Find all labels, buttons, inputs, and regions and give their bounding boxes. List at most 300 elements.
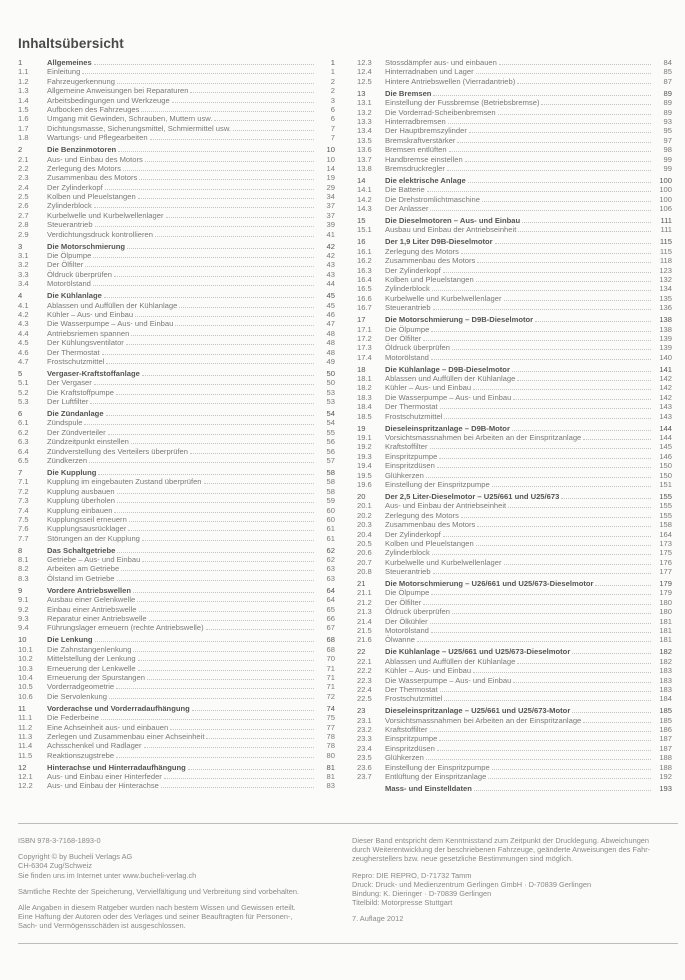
entry-page: 19 <box>326 173 335 183</box>
entry-number: 19.3 <box>357 451 372 461</box>
entry-page: 56 <box>326 446 335 456</box>
toc-section <box>18 242 335 289</box>
toc-entry <box>18 164 335 173</box>
entry-page: 136 <box>659 303 672 313</box>
entry-page: 138 <box>659 315 672 325</box>
entry-title: Der Hauptbremszylinder <box>385 126 467 136</box>
dot-leader <box>430 617 651 624</box>
toc-chapter <box>357 237 672 246</box>
entry-title: Frostschutzmittel <box>385 411 443 421</box>
dot-leader <box>144 741 314 748</box>
entry-page: 42 <box>326 251 335 260</box>
entry-page: 177 <box>659 567 672 577</box>
page-title: Inhaltsübersicht <box>18 36 124 51</box>
toc-entry <box>357 136 672 145</box>
toc-entry <box>357 772 672 781</box>
dot-leader <box>430 725 652 732</box>
entry-title: Kupplungsseil erneuern <box>47 514 127 524</box>
toc-entry <box>18 751 335 760</box>
toc-section <box>357 492 672 577</box>
dot-leader <box>142 369 314 376</box>
entry-number: 10.6 <box>18 691 33 701</box>
toc-chapter <box>18 635 335 644</box>
entry-number: 5.1 <box>18 378 29 388</box>
entry-title: Allgemeine Anweisungen bei Reparaturen <box>47 86 189 96</box>
dot-leader <box>98 468 314 475</box>
entry-number: 4.1 <box>18 300 29 310</box>
toc-entry <box>357 753 672 762</box>
entry-number: 23.7 <box>357 772 372 782</box>
entry-title: Motorölstand <box>385 626 429 635</box>
entry-title: Arbeitsbedingungen und Werkzeuge <box>47 95 170 105</box>
entry-title: Der Ölfilter <box>47 260 84 270</box>
imprint-right <box>352 836 650 931</box>
dot-leader <box>498 108 651 115</box>
entry-page: 71 <box>326 663 335 673</box>
toc-entry <box>357 461 672 470</box>
entry-page: 151 <box>659 479 672 489</box>
dot-leader <box>131 329 314 336</box>
entry-page: 43 <box>326 260 335 270</box>
entry-page: 53 <box>326 387 335 397</box>
toc-entry <box>357 284 672 293</box>
entry-page: 80 <box>326 750 335 760</box>
dot-leader <box>155 230 314 237</box>
entry-title: Zerlegung des Motors <box>385 246 459 256</box>
entry-page: 78 <box>326 741 335 751</box>
dot-leader <box>206 732 314 739</box>
entry-number: 17.2 <box>357 333 372 343</box>
toc-entry <box>18 713 335 722</box>
entry-title: Der Ölkühler <box>385 616 428 626</box>
toc-entry <box>357 275 672 284</box>
entry-number: 2 <box>18 145 23 155</box>
toc-entry <box>357 77 672 86</box>
toc-section <box>18 704 335 760</box>
dot-leader <box>430 442 652 449</box>
entry-title: Vergaser-Kraftstoffanlage <box>47 368 140 378</box>
entry-page: 181 <box>659 626 672 635</box>
entry-title: Dieseleinspritzanlage – D9B-Motor <box>385 423 510 433</box>
toc-entry <box>18 564 335 573</box>
dot-leader <box>116 751 314 758</box>
toc-entry <box>357 155 672 164</box>
entry-page: 100 <box>659 175 672 185</box>
entry-title: Glühkerzen <box>385 470 424 480</box>
entry-title: Einstellung der Einspritzpumpe <box>385 479 490 489</box>
entry-number: 7.3 <box>18 496 29 506</box>
entry-title: Mittelstellung der Lenkung <box>47 654 136 664</box>
dot-leader <box>129 515 314 522</box>
toc-chapter <box>357 216 672 225</box>
entry-title: Einstellung der Einspritzpumpe <box>385 762 490 772</box>
entry-page: 100 <box>659 194 672 204</box>
entry-number: 7.1 <box>18 477 29 487</box>
entry-number: 4.3 <box>18 319 29 329</box>
toc-entry <box>18 515 335 524</box>
entry-title: Vordere Antriebswellen <box>47 585 131 595</box>
entry-page: 183 <box>659 666 672 676</box>
dot-leader <box>93 251 314 258</box>
toc-section <box>357 315 672 362</box>
entry-number: 11 <box>18 703 26 713</box>
toc-entry <box>357 657 672 666</box>
toc-entry <box>18 506 335 515</box>
entry-title: Kühler – Aus- und Einbau <box>385 383 472 393</box>
toc-chapter <box>357 89 672 98</box>
entry-page: 77 <box>326 722 335 732</box>
toc-entry <box>18 211 335 220</box>
dot-leader <box>138 664 314 671</box>
entry-number: 7.4 <box>18 505 29 515</box>
entry-title: Vorsichtsmassnahmen bei Arbeiten an der Einspritzanlage <box>385 433 582 442</box>
entry-page: 134 <box>659 284 672 294</box>
entry-page: 37 <box>326 201 335 211</box>
entry-number: 8 <box>18 545 23 555</box>
toc-entry <box>357 725 672 734</box>
dot-leader <box>426 471 651 478</box>
entry-title: Die Dieselmotoren – Aus- und Einbau <box>385 216 521 226</box>
entry-page: 63 <box>326 573 335 583</box>
toc-entry <box>357 442 672 451</box>
entry-number: 2.9 <box>18 229 29 239</box>
entry-title: Kurbelwelle und Kurbelwellenlager <box>385 557 502 567</box>
entry-page: 97 <box>663 135 672 145</box>
entry-number: 13.2 <box>357 107 372 117</box>
dot-leader <box>164 772 314 779</box>
entry-title: Einbau einer Antriebswelle <box>47 604 137 614</box>
entry-page: 78 <box>326 731 335 741</box>
entry-number: 8.1 <box>18 555 29 565</box>
dot-leader <box>517 657 651 664</box>
dot-leader <box>433 567 651 574</box>
entry-page: 7 <box>330 133 335 143</box>
toc-entry <box>18 692 335 701</box>
dot-leader <box>117 574 314 581</box>
entry-page: 45 <box>326 291 335 301</box>
toc-entry <box>18 124 335 133</box>
toc-entry <box>18 155 335 164</box>
entry-title: Die Motorschmierung – U26/661 und U25/673-Dieselmotor <box>385 579 594 589</box>
entry-page: 2 <box>330 86 335 96</box>
dot-leader <box>439 452 651 459</box>
dot-leader <box>94 201 314 208</box>
entry-number: 11.1 <box>18 713 33 723</box>
dot-leader <box>440 685 651 692</box>
entry-title: Das Schaltgetriebe <box>47 545 116 555</box>
toc-entry <box>18 654 335 663</box>
toc-entry <box>357 480 672 489</box>
entry-page: 140 <box>659 352 672 362</box>
toc-entry <box>18 574 335 583</box>
entry-page: 53 <box>326 397 335 407</box>
toc-entry <box>357 676 672 685</box>
entry-title: Kühler – Aus- und Einbau <box>47 309 134 319</box>
entry-number: 13.6 <box>357 145 372 155</box>
toc-entry <box>357 617 672 626</box>
toc-entry <box>357 666 672 675</box>
toc-entry <box>357 588 672 597</box>
dot-leader <box>172 96 314 103</box>
toc-entry <box>357 185 672 194</box>
entry-number: 20.2 <box>357 510 372 520</box>
entry-page: 61 <box>326 533 335 543</box>
entry-title: Stossdämpfer aus- und einbauen <box>385 58 497 67</box>
entry-number: 23.2 <box>357 725 372 735</box>
entry-number: 17 <box>357 315 366 325</box>
entry-number: 2.1 <box>18 154 29 164</box>
entry-number: 10.5 <box>18 682 33 692</box>
entry-title: Kupplungsausrücklager <box>47 524 127 534</box>
entry-title: Zündkerzen <box>47 455 88 465</box>
toc-entry <box>357 343 672 352</box>
entry-title: Frostschutzmittel <box>47 356 105 366</box>
entry-page: 115 <box>659 237 672 247</box>
entry-title: Kraftstoffilter <box>385 442 428 452</box>
entry-page: 95 <box>663 126 672 136</box>
dot-leader <box>465 155 651 162</box>
entry-number: 5.2 <box>18 387 29 397</box>
entry-page: 144 <box>659 433 672 442</box>
toc-entry <box>357 204 672 213</box>
toc-entry <box>18 595 335 604</box>
entry-page: 143 <box>659 411 672 421</box>
entry-page: 6 <box>330 104 335 114</box>
entry-number: 19 <box>357 423 366 433</box>
toc-chapter <box>18 145 335 154</box>
entry-title: Die Ölpumpe <box>385 588 430 598</box>
entry-number: 5 <box>18 368 23 378</box>
imprint-line: durch Weiterentwicklung der beschriebenen Fahrzeuge, geänderte Anweisungen des Fahr- <box>352 845 651 855</box>
entry-number: 1.4 <box>18 95 29 105</box>
dot-leader <box>433 303 651 310</box>
entry-page: 62 <box>326 545 335 555</box>
entry-number: 11.4 <box>18 741 33 751</box>
dot-leader <box>512 424 651 431</box>
toc-entry <box>18 251 335 260</box>
entry-page: 70 <box>326 654 335 664</box>
entry-page: 142 <box>659 383 672 393</box>
toc-entry <box>18 418 335 427</box>
toc-section <box>18 763 335 791</box>
entry-number: 16.2 <box>357 256 372 266</box>
entry-number: 20.8 <box>357 567 372 577</box>
entry-number: 12 <box>18 762 27 772</box>
entry-number: 21.3 <box>357 607 372 617</box>
entry-title: Bremsdruckregler <box>385 163 445 173</box>
entry-number: 22.3 <box>357 675 372 685</box>
entry-page: 71 <box>326 682 335 692</box>
entry-title: Die Kühlanlage – U25/661 und U25/673-Dieselmotor <box>385 647 571 657</box>
entry-title: Die Motorschmierung – D9B-Dieselmotor <box>385 315 534 325</box>
dot-leader <box>583 433 651 440</box>
toc-entry <box>357 334 672 343</box>
entry-title: Kurbelwelle und Kurbelwellenlager <box>47 210 164 220</box>
dot-leader <box>102 348 314 355</box>
imprint-paragraph <box>352 871 650 908</box>
toc-entry <box>357 539 672 548</box>
entry-number: 18.1 <box>357 374 372 384</box>
dot-leader <box>85 260 314 267</box>
toc-section <box>357 58 672 86</box>
toc-entry <box>18 496 335 505</box>
entry-page: 118 <box>659 256 672 266</box>
imprint-line: Druck: Druck- und Medienzentrum Gerlingen GmbH · D-70839 Gerlingen <box>352 879 592 889</box>
toc-entry <box>18 772 335 781</box>
toc-entry <box>18 270 335 279</box>
toc-entry <box>357 58 672 67</box>
imprint-line: Sämtliche Rechte der Speicherung, Vervielfältigung und Verbreitung sind vorbehalten. <box>18 886 300 896</box>
entry-number: 21.5 <box>357 626 372 635</box>
dot-leader <box>535 315 651 322</box>
entry-title: Kolben und Pleuelstangen <box>385 538 474 548</box>
entry-page: 173 <box>659 538 672 548</box>
entry-title: Die Vorderrad-Scheibenbremsen <box>385 107 496 117</box>
entry-number: 4.5 <box>18 338 29 348</box>
entry-page: 175 <box>659 548 672 558</box>
toc-section <box>357 89 672 174</box>
entry-title: Ablassen und Auffüllen der Kühlanlage <box>385 656 516 666</box>
entry-page: 139 <box>659 343 672 353</box>
entry-number: 9.3 <box>18 614 29 624</box>
entry-number: 2.6 <box>18 201 29 211</box>
entry-page: 46 <box>326 309 335 319</box>
imprint-line: Eine Haftung der Autoren oder des Verlages und seiner Beauftragten für Personen-, <box>18 912 293 922</box>
entry-title: Zündverstellung des Verteilers überprüfen <box>47 446 188 456</box>
entry-page: 58 <box>326 477 335 487</box>
entry-title: Die Ölpumpe <box>47 251 92 260</box>
dot-leader <box>504 294 651 301</box>
entry-number: 16 <box>357 237 366 247</box>
dot-leader <box>133 645 314 652</box>
entry-page: 179 <box>659 579 672 589</box>
entry-page: 155 <box>659 501 672 511</box>
toc-entry <box>357 325 672 334</box>
entry-title: Ausbau und Einbau der Antriebseinheit <box>385 225 517 235</box>
toc-entry <box>18 96 335 105</box>
entry-page: 106 <box>659 204 672 214</box>
entry-number: 18 <box>357 364 366 374</box>
dot-leader <box>147 673 314 680</box>
entry-page: 29 <box>326 182 335 192</box>
entry-number: 21.1 <box>357 588 372 598</box>
entry-title: Entlüftung der Einspritzanlage <box>385 772 487 782</box>
entry-number: 16.6 <box>357 293 372 303</box>
entry-number: 19.2 <box>357 442 372 452</box>
imprint-paragraph <box>18 836 299 845</box>
entry-title: Aus- und Einbau des Motors <box>47 154 143 164</box>
imprint-line: Sach- und Vermögensschäden ist ausgeschlossen. <box>18 921 186 931</box>
entry-title: Einstellung der Fussbremse (Betriebsbremse) <box>385 98 540 108</box>
toc-chapter <box>357 647 672 656</box>
entry-page: 180 <box>659 607 672 617</box>
toc-entry <box>18 555 335 564</box>
dot-leader <box>492 480 651 487</box>
entry-number: 3.4 <box>18 279 29 289</box>
dot-leader <box>188 763 314 770</box>
entry-page: 81 <box>326 772 335 782</box>
entry-number: 15.1 <box>357 225 372 235</box>
entry-number: 1.3 <box>18 86 29 96</box>
entry-page: 59 <box>326 496 335 506</box>
entry-page: 158 <box>659 520 672 530</box>
toc-entry <box>357 374 672 383</box>
toc-entry <box>357 685 672 694</box>
dot-leader <box>82 67 314 74</box>
dot-leader <box>104 291 314 298</box>
entry-number: 13.3 <box>357 116 372 126</box>
entry-title: Wartungs- und Pflegearbeiten <box>47 133 148 143</box>
imprint-line: zeugherstellers bzw. neue gesetzliche Bestimmungen sind möglich. <box>352 854 574 864</box>
entry-page: 100 <box>659 185 672 195</box>
entry-page: 44 <box>326 279 335 289</box>
entry-title: Der Zylinderkopf <box>47 182 103 192</box>
dot-leader <box>95 220 314 227</box>
entry-number: 1.8 <box>18 133 29 143</box>
imprint-line: CH-6304 Zug/Schweiz <box>18 861 92 871</box>
entry-number: 19.6 <box>357 479 372 489</box>
entry-title: Die Zahnstangenlenkung <box>47 644 132 654</box>
dot-leader <box>142 555 314 562</box>
dot-leader <box>142 534 314 541</box>
entry-number: 3.2 <box>18 260 29 270</box>
entry-number: 22.2 <box>357 666 372 676</box>
entry-page: 155 <box>659 491 672 501</box>
entry-page: 144 <box>659 423 672 433</box>
imprint-line: Bindung: K. Dieringer · D-70839 Gerlingen <box>352 889 492 899</box>
toc-entry <box>357 126 672 135</box>
entry-page: 192 <box>659 772 672 782</box>
entry-number: 9.1 <box>18 595 29 605</box>
entry-number: 6.3 <box>18 437 29 447</box>
toc-entry <box>357 303 672 312</box>
entry-page: 10 <box>326 154 335 164</box>
toc-entry <box>357 117 672 126</box>
dot-leader <box>513 393 651 400</box>
entry-title: Getriebe – Aus- und Einbau <box>47 555 141 565</box>
entry-title: Zerlegen und Zusammenbau einer Achseinheit <box>47 731 205 741</box>
entry-title: Arbeiten am Getriebe <box>47 564 120 574</box>
dot-leader <box>94 378 314 385</box>
dot-leader <box>457 136 651 143</box>
entry-title: Zerlegung des Motors <box>47 163 121 173</box>
entry-page: 47 <box>326 319 335 329</box>
dot-leader <box>93 279 314 286</box>
entry-number: 18.2 <box>357 383 372 393</box>
entry-title: Zylinderblock <box>385 284 430 294</box>
entry-page: 188 <box>659 753 672 763</box>
entry-title: Eine Achseinheit aus- und einbauen <box>47 722 169 732</box>
entry-page: 64 <box>326 595 335 605</box>
entry-number: 12.4 <box>357 67 372 77</box>
entry-title: Reaktionszugstrebe <box>47 750 115 760</box>
entry-number: 22.1 <box>357 656 372 666</box>
toc-entry <box>18 456 335 465</box>
entry-title: Der Luftfilter <box>47 397 89 407</box>
entry-number: 20.1 <box>357 501 372 511</box>
dot-leader <box>108 428 314 435</box>
entry-page: 83 <box>326 781 335 791</box>
entry-page: 54 <box>326 409 335 419</box>
entry-title: Dichtungsmasse, Sicherungsmittel, Schmiermittel usw. <box>47 123 232 133</box>
toc-chapter <box>18 586 335 595</box>
toc-section <box>18 468 335 543</box>
entry-page: 45 <box>326 300 335 310</box>
entry-page: 56 <box>326 437 335 447</box>
toc-entry <box>357 511 672 520</box>
dot-leader <box>447 164 651 171</box>
entry-page: 142 <box>659 392 672 402</box>
